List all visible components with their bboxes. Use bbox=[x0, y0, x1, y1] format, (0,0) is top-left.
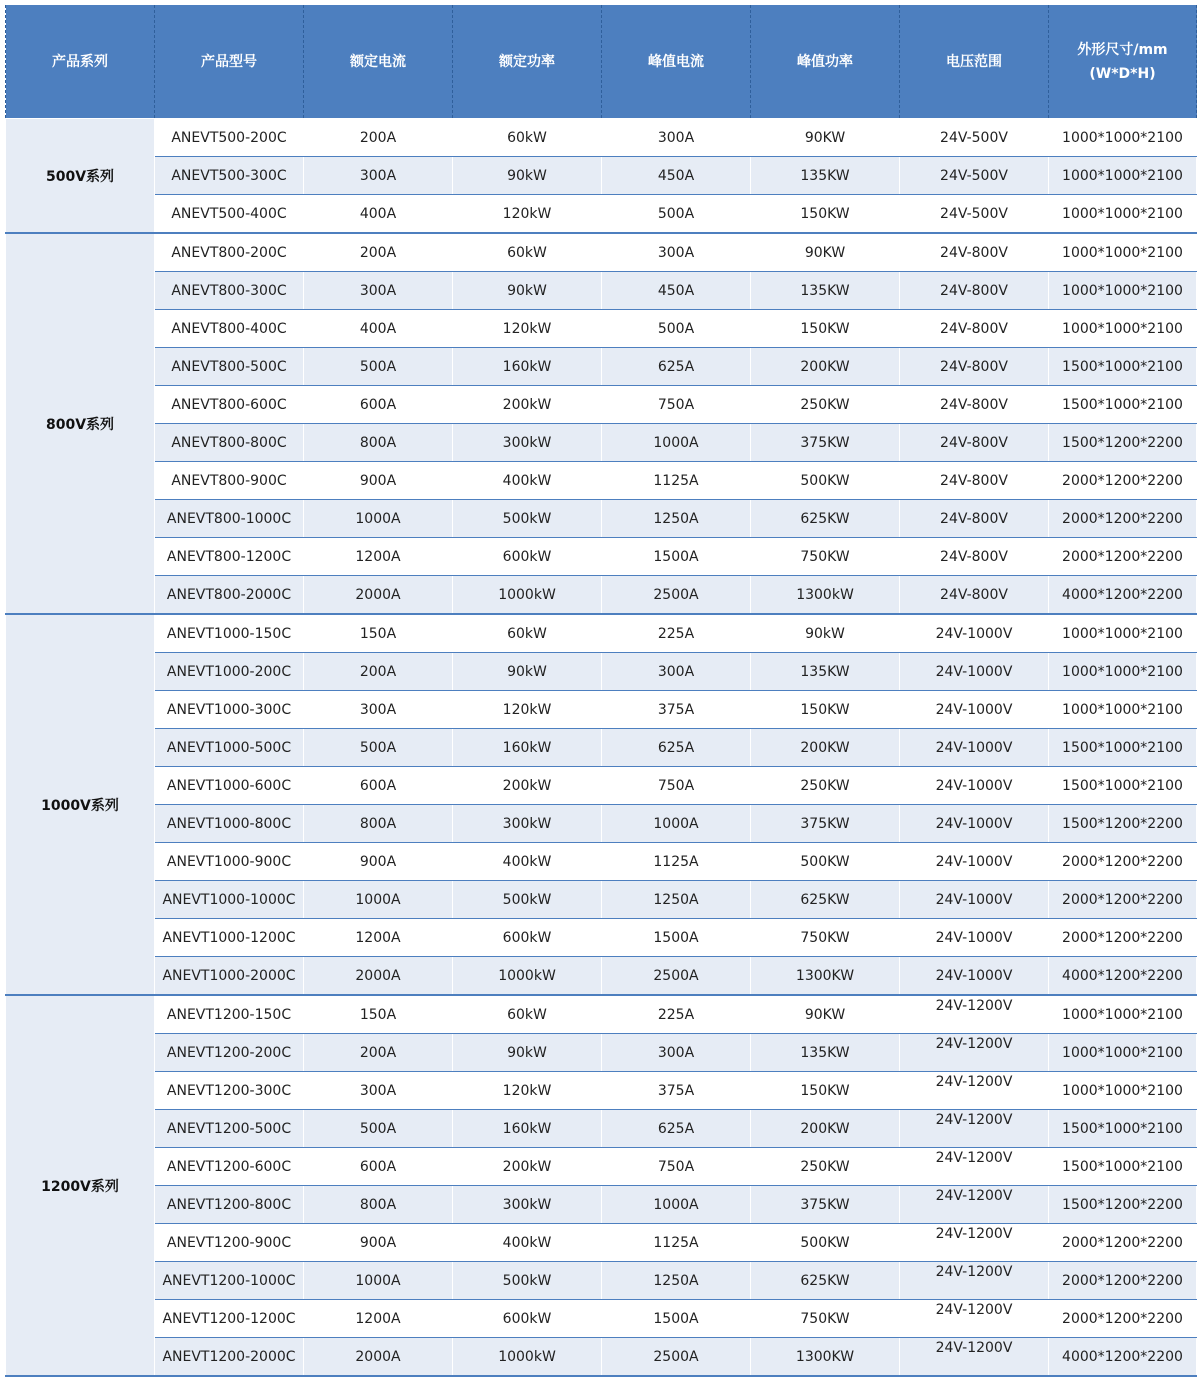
peak-current-cell: 450A bbox=[602, 272, 751, 310]
peak-power-cell: 150KW bbox=[751, 310, 900, 348]
rated-current-cell: 400A bbox=[304, 195, 453, 234]
rated-power-cell: 120kW bbox=[453, 1072, 602, 1110]
voltage-range-cell: 24V-1000V bbox=[900, 805, 1049, 843]
voltage-range-cell: 24V-1000V bbox=[900, 614, 1049, 653]
rated-current-cell: 600A bbox=[304, 1148, 453, 1186]
table-row bbox=[6, 233, 1197, 272]
peak-power-cell: 500KW bbox=[751, 462, 900, 500]
rated-power-cell: 1000kW bbox=[453, 1338, 602, 1377]
peak-current-cell: 225A bbox=[602, 614, 751, 653]
rated-current-cell: 500A bbox=[304, 729, 453, 767]
peak-current-cell: 1500A bbox=[602, 538, 751, 576]
peak-current-cell: 500A bbox=[602, 195, 751, 234]
voltage-range-cell: 24V-1200V bbox=[900, 1262, 1049, 1300]
voltage-range-cell: 24V-1000V bbox=[900, 843, 1049, 881]
rated-power-cell: 60kW bbox=[453, 614, 602, 653]
voltage-range-cell: 24V-1000V bbox=[900, 881, 1049, 919]
peak-power-cell: 500KW bbox=[751, 843, 900, 881]
dimensions-cell: 2000*1200*2200 bbox=[1049, 1224, 1197, 1262]
dimensions-cell: 2000*1200*2200 bbox=[1049, 462, 1197, 500]
peak-power-cell: 135KW bbox=[751, 272, 900, 310]
voltage-range-cell: 24V-1000V bbox=[900, 729, 1049, 767]
peak-current-cell: 750A bbox=[602, 386, 751, 424]
rated-power-cell: 500kW bbox=[453, 500, 602, 538]
dimensions-cell: 4000*1200*2200 bbox=[1049, 1338, 1197, 1377]
series-cell: 500V系列 bbox=[6, 119, 155, 234]
model-cell: ANEVT1000-2000C bbox=[155, 957, 304, 996]
dimensions-cell: 1500*1000*2100 bbox=[1049, 1110, 1197, 1148]
peak-current-cell: 1125A bbox=[602, 462, 751, 500]
spec-table bbox=[5, 5, 1197, 1377]
rated-current-cell: 1200A bbox=[304, 1300, 453, 1338]
rated-current-cell: 1200A bbox=[304, 919, 453, 957]
dimensions-cell: 1500*1000*2100 bbox=[1049, 729, 1197, 767]
dimensions-cell: 1000*1000*2100 bbox=[1049, 1072, 1197, 1110]
peak-power-cell: 135KW bbox=[751, 1034, 900, 1072]
peak-power-cell: 250KW bbox=[751, 1148, 900, 1186]
voltage-range-cell: 24V-1200V bbox=[900, 1186, 1049, 1224]
rated-current-cell: 300A bbox=[304, 691, 453, 729]
table-row bbox=[6, 843, 1197, 881]
peak-power-cell: 375KW bbox=[751, 424, 900, 462]
voltage-range-cell: 24V-1200V bbox=[900, 1072, 1049, 1110]
rated-power-cell: 500kW bbox=[453, 881, 602, 919]
peak-current-cell: 625A bbox=[602, 729, 751, 767]
model-cell: ANEVT800-500C bbox=[155, 348, 304, 386]
rated-power-cell: 1000kW bbox=[453, 576, 602, 615]
table-row bbox=[6, 1072, 1197, 1110]
rated-power-cell: 90kW bbox=[453, 272, 602, 310]
header-model: 产品型号 bbox=[155, 5, 304, 119]
peak-current-cell: 1250A bbox=[602, 881, 751, 919]
table-row bbox=[6, 1338, 1197, 1377]
dimensions-cell: 1000*1000*2100 bbox=[1049, 995, 1197, 1034]
peak-power-cell: 250KW bbox=[751, 767, 900, 805]
peak-power-cell: 625KW bbox=[751, 881, 900, 919]
peak-current-cell: 375A bbox=[602, 691, 751, 729]
model-cell: ANEVT800-300C bbox=[155, 272, 304, 310]
dimensions-cell: 1000*1000*2100 bbox=[1049, 614, 1197, 653]
table-row bbox=[6, 119, 1197, 157]
rated-power-cell: 200kW bbox=[453, 1148, 602, 1186]
series-cell: 1200V系列 bbox=[6, 995, 155, 1376]
dimensions-cell: 1500*1000*2100 bbox=[1049, 386, 1197, 424]
dimensions-cell: 2000*1200*2200 bbox=[1049, 843, 1197, 881]
rated-current-cell: 200A bbox=[304, 233, 453, 272]
header-dimensions-line1: 外形尺寸/mm bbox=[1077, 41, 1168, 58]
header-row bbox=[6, 5, 1197, 119]
voltage-range-cell: 24V-1000V bbox=[900, 767, 1049, 805]
voltage-range-cell: 24V-800V bbox=[900, 538, 1049, 576]
peak-power-cell: 1300KW bbox=[751, 957, 900, 996]
voltage-range-cell: 24V-500V bbox=[900, 195, 1049, 234]
dimensions-cell: 2000*1200*2200 bbox=[1049, 919, 1197, 957]
table-row bbox=[6, 805, 1197, 843]
rated-current-cell: 1000A bbox=[304, 881, 453, 919]
table-row bbox=[6, 1148, 1197, 1186]
table-body bbox=[6, 119, 1197, 1377]
rated-power-cell: 160kW bbox=[453, 348, 602, 386]
voltage-range-cell: 24V-1200V bbox=[900, 1338, 1049, 1377]
peak-power-cell: 1300KW bbox=[751, 1338, 900, 1377]
header-dimensions-line2: (W*D*H) bbox=[1089, 65, 1156, 82]
table-row bbox=[6, 1110, 1197, 1148]
peak-current-cell: 2500A bbox=[602, 576, 751, 615]
voltage-range-cell: 24V-1200V bbox=[900, 1148, 1049, 1186]
peak-power-cell: 250KW bbox=[751, 386, 900, 424]
table-row bbox=[6, 691, 1197, 729]
header-peak-current: 峰值电流 bbox=[602, 5, 751, 119]
rated-current-cell: 300A bbox=[304, 1072, 453, 1110]
voltage-range-cell: 24V-500V bbox=[900, 157, 1049, 195]
model-cell: ANEVT1200-900C bbox=[155, 1224, 304, 1262]
voltage-range-cell: 24V-800V bbox=[900, 310, 1049, 348]
rated-current-cell: 900A bbox=[304, 843, 453, 881]
dimensions-cell: 1500*1200*2200 bbox=[1049, 424, 1197, 462]
rated-current-cell: 200A bbox=[304, 653, 453, 691]
dimensions-cell: 1500*1000*2100 bbox=[1049, 348, 1197, 386]
peak-current-cell: 1500A bbox=[602, 1300, 751, 1338]
rated-power-cell: 60kW bbox=[453, 233, 602, 272]
rated-current-cell: 800A bbox=[304, 1186, 453, 1224]
rated-current-cell: 900A bbox=[304, 1224, 453, 1262]
model-cell: ANEVT1200-500C bbox=[155, 1110, 304, 1148]
peak-power-cell: 150KW bbox=[751, 1072, 900, 1110]
table-row bbox=[6, 157, 1197, 195]
table-row bbox=[6, 500, 1197, 538]
table-row bbox=[6, 1300, 1197, 1338]
peak-current-cell: 1500A bbox=[602, 919, 751, 957]
rated-current-cell: 300A bbox=[304, 272, 453, 310]
peak-power-cell: 1300kW bbox=[751, 576, 900, 615]
rated-power-cell: 1000kW bbox=[453, 957, 602, 996]
rated-current-cell: 600A bbox=[304, 767, 453, 805]
model-cell: ANEVT800-1200C bbox=[155, 538, 304, 576]
peak-power-cell: 625KW bbox=[751, 1262, 900, 1300]
rated-power-cell: 90kW bbox=[453, 653, 602, 691]
rated-power-cell: 60kW bbox=[453, 995, 602, 1034]
rated-power-cell: 400kW bbox=[453, 462, 602, 500]
voltage-range-cell: 24V-1000V bbox=[900, 919, 1049, 957]
series-cell: 800V系列 bbox=[6, 233, 155, 614]
dimensions-cell: 1000*1000*2100 bbox=[1049, 653, 1197, 691]
peak-current-cell: 1000A bbox=[602, 424, 751, 462]
rated-power-cell: 200kW bbox=[453, 767, 602, 805]
model-cell: ANEVT1200-300C bbox=[155, 1072, 304, 1110]
model-cell: ANEVT800-2000C bbox=[155, 576, 304, 615]
peak-current-cell: 625A bbox=[602, 1110, 751, 1148]
model-cell: ANEVT1000-200C bbox=[155, 653, 304, 691]
peak-current-cell: 1000A bbox=[602, 1186, 751, 1224]
table-row bbox=[6, 729, 1197, 767]
peak-power-cell: 200KW bbox=[751, 1110, 900, 1148]
peak-current-cell: 450A bbox=[602, 157, 751, 195]
peak-current-cell: 750A bbox=[602, 1148, 751, 1186]
rated-power-cell: 300kW bbox=[453, 1186, 602, 1224]
peak-power-cell: 750KW bbox=[751, 919, 900, 957]
rated-power-cell: 600kW bbox=[453, 919, 602, 957]
peak-current-cell: 750A bbox=[602, 767, 751, 805]
voltage-range-cell: 24V-1000V bbox=[900, 957, 1049, 996]
rated-current-cell: 500A bbox=[304, 348, 453, 386]
rated-current-cell: 2000A bbox=[304, 957, 453, 996]
table-row bbox=[6, 1186, 1197, 1224]
rated-current-cell: 800A bbox=[304, 805, 453, 843]
voltage-range-cell: 24V-800V bbox=[900, 386, 1049, 424]
rated-power-cell: 120kW bbox=[453, 195, 602, 234]
model-cell: ANEVT1000-900C bbox=[155, 843, 304, 881]
rated-power-cell: 160kW bbox=[453, 729, 602, 767]
peak-current-cell: 1125A bbox=[602, 1224, 751, 1262]
table-row bbox=[6, 576, 1197, 615]
dimensions-cell: 2000*1200*2200 bbox=[1049, 538, 1197, 576]
table-row bbox=[6, 462, 1197, 500]
rated-current-cell: 300A bbox=[304, 157, 453, 195]
table-row bbox=[6, 348, 1197, 386]
header-series: 产品系列 bbox=[6, 5, 155, 119]
dimensions-cell: 1000*1000*2100 bbox=[1049, 195, 1197, 234]
model-cell: ANEVT1200-1200C bbox=[155, 1300, 304, 1338]
peak-current-cell: 1250A bbox=[602, 500, 751, 538]
peak-current-cell: 1000A bbox=[602, 805, 751, 843]
peak-power-cell: 90KW bbox=[751, 119, 900, 157]
series-cell: 1000V系列 bbox=[6, 614, 155, 995]
table-row bbox=[6, 995, 1197, 1034]
model-cell: ANEVT1000-500C bbox=[155, 729, 304, 767]
header-rated-power: 额定功率 bbox=[453, 5, 602, 119]
rated-current-cell: 900A bbox=[304, 462, 453, 500]
voltage-range-cell: 24V-800V bbox=[900, 576, 1049, 615]
peak-power-cell: 200KW bbox=[751, 348, 900, 386]
rated-current-cell: 1200A bbox=[304, 538, 453, 576]
peak-current-cell: 300A bbox=[602, 119, 751, 157]
model-cell: ANEVT1200-600C bbox=[155, 1148, 304, 1186]
voltage-range-cell: 24V-800V bbox=[900, 348, 1049, 386]
dimensions-cell: 2000*1200*2200 bbox=[1049, 500, 1197, 538]
rated-power-cell: 160kW bbox=[453, 1110, 602, 1148]
header-peak-power: 峰值功率 bbox=[751, 5, 900, 119]
rated-power-cell: 600kW bbox=[453, 1300, 602, 1338]
rated-power-cell: 120kW bbox=[453, 691, 602, 729]
table-row bbox=[6, 881, 1197, 919]
model-cell: ANEVT1200-800C bbox=[155, 1186, 304, 1224]
table-header bbox=[6, 5, 1197, 119]
rated-current-cell: 2000A bbox=[304, 1338, 453, 1377]
voltage-range-cell: 24V-1000V bbox=[900, 653, 1049, 691]
model-cell: ANEVT1200-200C bbox=[155, 1034, 304, 1072]
dimensions-cell: 1000*1000*2100 bbox=[1049, 119, 1197, 157]
voltage-range-cell: 24V-500V bbox=[900, 119, 1049, 157]
voltage-range-cell: 24V-1200V bbox=[900, 1110, 1049, 1148]
voltage-range-cell: 24V-1200V bbox=[900, 995, 1049, 1034]
model-cell: ANEVT1000-1200C bbox=[155, 919, 304, 957]
peak-current-cell: 2500A bbox=[602, 1338, 751, 1377]
rated-current-cell: 500A bbox=[304, 1110, 453, 1148]
table-row bbox=[6, 1034, 1197, 1072]
peak-power-cell: 750KW bbox=[751, 538, 900, 576]
model-cell: ANEVT1200-2000C bbox=[155, 1338, 304, 1377]
table-row bbox=[6, 919, 1197, 957]
rated-current-cell: 400A bbox=[304, 310, 453, 348]
model-cell: ANEVT500-300C bbox=[155, 157, 304, 195]
peak-power-cell: 90kW bbox=[751, 614, 900, 653]
model-cell: ANEVT1000-1000C bbox=[155, 881, 304, 919]
rated-power-cell: 90kW bbox=[453, 1034, 602, 1072]
rated-current-cell: 2000A bbox=[304, 576, 453, 615]
voltage-range-cell: 24V-800V bbox=[900, 462, 1049, 500]
table-row bbox=[6, 386, 1197, 424]
table-row bbox=[6, 310, 1197, 348]
table-row bbox=[6, 538, 1197, 576]
peak-power-cell: 135KW bbox=[751, 157, 900, 195]
model-cell: ANEVT500-200C bbox=[155, 119, 304, 157]
rated-current-cell: 150A bbox=[304, 614, 453, 653]
peak-current-cell: 225A bbox=[602, 995, 751, 1034]
peak-current-cell: 300A bbox=[602, 233, 751, 272]
peak-power-cell: 150KW bbox=[751, 195, 900, 234]
peak-power-cell: 375KW bbox=[751, 805, 900, 843]
peak-power-cell: 150KW bbox=[751, 691, 900, 729]
header-dimensions bbox=[1049, 5, 1197, 119]
voltage-range-cell: 24V-1200V bbox=[900, 1034, 1049, 1072]
rated-current-cell: 800A bbox=[304, 424, 453, 462]
rated-power-cell: 600kW bbox=[453, 538, 602, 576]
peak-power-cell: 135KW bbox=[751, 653, 900, 691]
model-cell: ANEVT800-800C bbox=[155, 424, 304, 462]
header-voltage-range: 电压范围 bbox=[900, 5, 1049, 119]
dimensions-cell: 1000*1000*2100 bbox=[1049, 310, 1197, 348]
table-row bbox=[6, 614, 1197, 653]
model-cell: ANEVT1200-150C bbox=[155, 995, 304, 1034]
model-cell: ANEVT1000-800C bbox=[155, 805, 304, 843]
peak-current-cell: 375A bbox=[602, 1072, 751, 1110]
dimensions-cell: 2000*1200*2200 bbox=[1049, 881, 1197, 919]
voltage-range-cell: 24V-800V bbox=[900, 272, 1049, 310]
dimensions-cell: 1500*1200*2200 bbox=[1049, 805, 1197, 843]
table-row bbox=[6, 272, 1197, 310]
table-row bbox=[6, 653, 1197, 691]
model-cell: ANEVT1000-600C bbox=[155, 767, 304, 805]
voltage-range-cell: 24V-1200V bbox=[900, 1300, 1049, 1338]
rated-power-cell: 120kW bbox=[453, 310, 602, 348]
dimensions-cell: 4000*1200*2200 bbox=[1049, 957, 1197, 996]
peak-current-cell: 1250A bbox=[602, 1262, 751, 1300]
table-row bbox=[6, 195, 1197, 234]
dimensions-cell: 1000*1000*2100 bbox=[1049, 233, 1197, 272]
model-cell: ANEVT1200-1000C bbox=[155, 1262, 304, 1300]
model-cell: ANEVT800-1000C bbox=[155, 500, 304, 538]
rated-power-cell: 400kW bbox=[453, 1224, 602, 1262]
model-cell: ANEVT800-400C bbox=[155, 310, 304, 348]
rated-power-cell: 90kW bbox=[453, 157, 602, 195]
rated-current-cell: 1000A bbox=[304, 1262, 453, 1300]
peak-power-cell: 375KW bbox=[751, 1186, 900, 1224]
model-cell: ANEVT1000-150C bbox=[155, 614, 304, 653]
peak-current-cell: 300A bbox=[602, 1034, 751, 1072]
voltage-range-cell: 24V-800V bbox=[900, 500, 1049, 538]
peak-current-cell: 625A bbox=[602, 348, 751, 386]
table-row bbox=[6, 1262, 1197, 1300]
dimensions-cell: 2000*1200*2200 bbox=[1049, 1262, 1197, 1300]
table-row bbox=[6, 424, 1197, 462]
table-row bbox=[6, 1224, 1197, 1262]
rated-current-cell: 200A bbox=[304, 119, 453, 157]
rated-current-cell: 150A bbox=[304, 995, 453, 1034]
peak-current-cell: 500A bbox=[602, 310, 751, 348]
peak-power-cell: 500KW bbox=[751, 1224, 900, 1262]
model-cell: ANEVT500-400C bbox=[155, 195, 304, 234]
voltage-range-cell: 24V-800V bbox=[900, 424, 1049, 462]
voltage-range-cell: 24V-1200V bbox=[900, 1224, 1049, 1262]
peak-power-cell: 750KW bbox=[751, 1300, 900, 1338]
rated-power-cell: 300kW bbox=[453, 805, 602, 843]
table-row bbox=[6, 957, 1197, 996]
rated-power-cell: 400kW bbox=[453, 843, 602, 881]
model-cell: ANEVT800-200C bbox=[155, 233, 304, 272]
model-cell: ANEVT800-900C bbox=[155, 462, 304, 500]
table-row bbox=[6, 767, 1197, 805]
rated-power-cell: 300kW bbox=[453, 424, 602, 462]
dimensions-cell: 1000*1000*2100 bbox=[1049, 691, 1197, 729]
model-cell: ANEVT1000-300C bbox=[155, 691, 304, 729]
dimensions-cell: 4000*1200*2200 bbox=[1049, 576, 1197, 615]
rated-power-cell: 60kW bbox=[453, 119, 602, 157]
dimensions-cell: 1000*1000*2100 bbox=[1049, 157, 1197, 195]
peak-power-cell: 625KW bbox=[751, 500, 900, 538]
rated-power-cell: 200kW bbox=[453, 386, 602, 424]
peak-power-cell: 90KW bbox=[751, 233, 900, 272]
rated-power-cell: 500kW bbox=[453, 1262, 602, 1300]
peak-current-cell: 1125A bbox=[602, 843, 751, 881]
dimensions-cell: 1000*1000*2100 bbox=[1049, 272, 1197, 310]
peak-current-cell: 2500A bbox=[602, 957, 751, 996]
peak-power-cell: 200KW bbox=[751, 729, 900, 767]
dimensions-cell: 1500*1200*2200 bbox=[1049, 1186, 1197, 1224]
dimensions-cell: 1000*1000*2100 bbox=[1049, 1034, 1197, 1072]
voltage-range-cell: 24V-800V bbox=[900, 233, 1049, 272]
rated-current-cell: 1000A bbox=[304, 500, 453, 538]
dimensions-cell: 1500*1000*2100 bbox=[1049, 767, 1197, 805]
voltage-range-cell: 24V-1000V bbox=[900, 691, 1049, 729]
rated-current-cell: 200A bbox=[304, 1034, 453, 1072]
dimensions-cell: 1500*1000*2100 bbox=[1049, 1148, 1197, 1186]
header-rated-current: 额定电流 bbox=[304, 5, 453, 119]
peak-power-cell: 90KW bbox=[751, 995, 900, 1034]
dimensions-cell: 2000*1200*2200 bbox=[1049, 1300, 1197, 1338]
rated-current-cell: 600A bbox=[304, 386, 453, 424]
model-cell: ANEVT800-600C bbox=[155, 386, 304, 424]
peak-current-cell: 300A bbox=[602, 653, 751, 691]
